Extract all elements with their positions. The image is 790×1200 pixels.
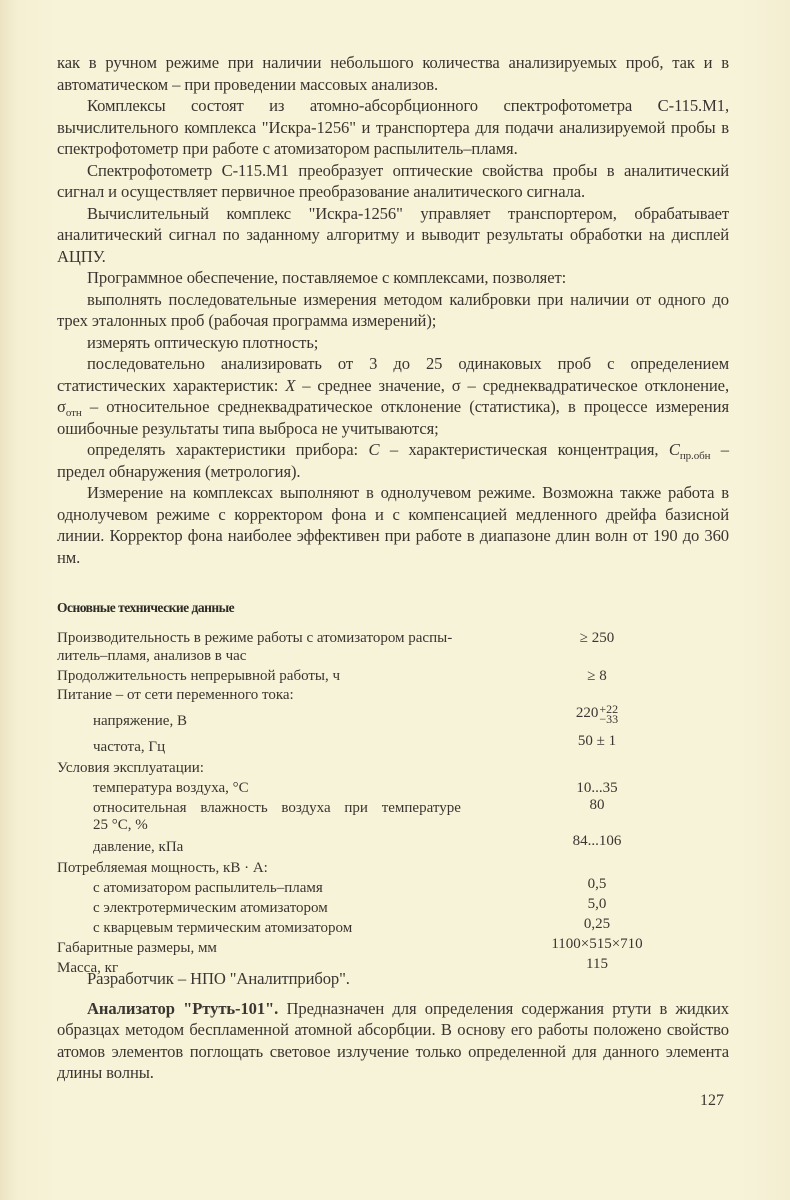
analyzer-title: Анализатор "Ртуть-101". [87,998,279,1018]
list-item-calibration: выполнять последовательные измерения методом калибровки при наличии от одного до трех эталонных проб (рабочая программа измерений); [57,289,729,330]
spec-row: 25 °С, % [93,817,148,833]
specs-heading: Основные технические данные [57,600,235,615]
symbol-c-detection: C [668,440,680,459]
spec-row: давление, кПа 84...106 [93,833,622,855]
page-number: 127 [700,1092,724,1109]
specs-table [57,628,677,978]
paragraph-1: как в ручном режиме при наличии небольшого количества анализируемых проб, так и в автоматическом – при проведении массовых анализов. [57,53,729,94]
spec-row: с атомизатором распылитель–пламя 0,5 [93,876,607,896]
paragraph-spectrophotometer: Спектрофотометр С-115.М1 преобразует оптические свойства пробы в аналитический сигнал и осуществляет первичное преобразование аналитического сигнала. [57,160,729,201]
spec-row: Продолжительность непрерывной работы, ч ≥ 8 [57,668,607,684]
paragraph-measurement-mode: Измерение на комплексах выполняют в однолучевом режиме. Возможна также работа в однолучевом режиме с корректором фона и с компенсацией медленного дрейфа базисной линии. Корректор фона наиболее эффективен при работе в диапазоне длин волн от 190 до 360 нм. [57,483,729,567]
symbol-c: C [368,440,380,459]
spec-row: с кварцевым термическим атомизатором 0,25 [93,916,611,936]
spec-row: с электротермическим атомизатором 5,0 [93,896,607,916]
spec-row: Условия эксплуатации: [57,760,204,776]
spec-row: относительная влажность воздуха при температуре 80 [93,797,605,816]
spec-row: Питание – от сети переменного тока: [57,687,294,703]
spec-row: Производительность в режиме работы с атомизатором распы- ≥ 250 [57,630,615,646]
voltage-value: 220 +22 −33 [575,701,619,726]
spec-row: напряжение, В 220 +22 −33 [93,701,619,729]
paragraph-computing-complex: Вычислительный комплекс "Искра-1256" управляет транспортером, обрабатывает аналитический сигнал по заданному алгоритму и выводит результаты обработки на дисплей АЦПУ. [57,203,729,266]
subscript-detection: пр.обн [679,450,711,462]
spec-row: Масса, кг 115 [57,956,608,976]
spec-row: температура воздуха, °С 10...35 [93,780,618,796]
analyzer-paragraph: Анализатор "Ртуть-101". Предназначен для определения содержания ртути в жидких образцах методом беспламенной атомной абсорбции. В основу его работы положено свойство атомов элементов поглощать световое излучение только определенной для данного элемента длины волны. [57,998,729,1082]
spec-row: Габаритные размеры, мм 1100×515×710 [57,936,643,956]
paragraph-software-intro: Программное обеспечение, поставляемое с комплексами, позволяет: [87,268,567,287]
subscript-otn: отн [65,407,82,419]
list-item-statistics: последовательно анализировать от 3 до 25 одинаковых проб с определением статистических характеристик: X – среднее значение, σ – среднеквадратическое отклонение, $\sigma_{отн}$ – относительное среднеквадратическое отклонение (статистика), в процессе измерения ошибочные результаты типа выброса не учитываются; [57,354,729,438]
list-item-optical-density: измерять оптическую плотность; [87,332,319,352]
list-item-metrology: определять характеристики прибора: C – характеристическая концентрация, $C_{пр.обн}$ – предел обнаружения (метрология). [57,440,729,481]
developer-line: Разработчик – НПО "Аналитприбор". [87,969,350,988]
closing-text [57,968,729,1084]
symbol-x: X [285,375,296,395]
spec-row: Потребляемая мощность, кВ · А: [57,860,268,876]
main-text [57,52,729,568]
spec-row: литель–пламя, анализов в час [57,648,247,664]
spec-row: частота, Гц 50 ± 1 [93,733,617,755]
paragraph-complex-composition: Комплексы состоят из атомно-абсорбционного спектрофотометра С-115.М1, вычислительного комплекса "Искра-1256" и транспортера для подачи анализируемой пробы в спектрофотометр при работе с атомизатором распылитель–пламя. [57,96,729,158]
